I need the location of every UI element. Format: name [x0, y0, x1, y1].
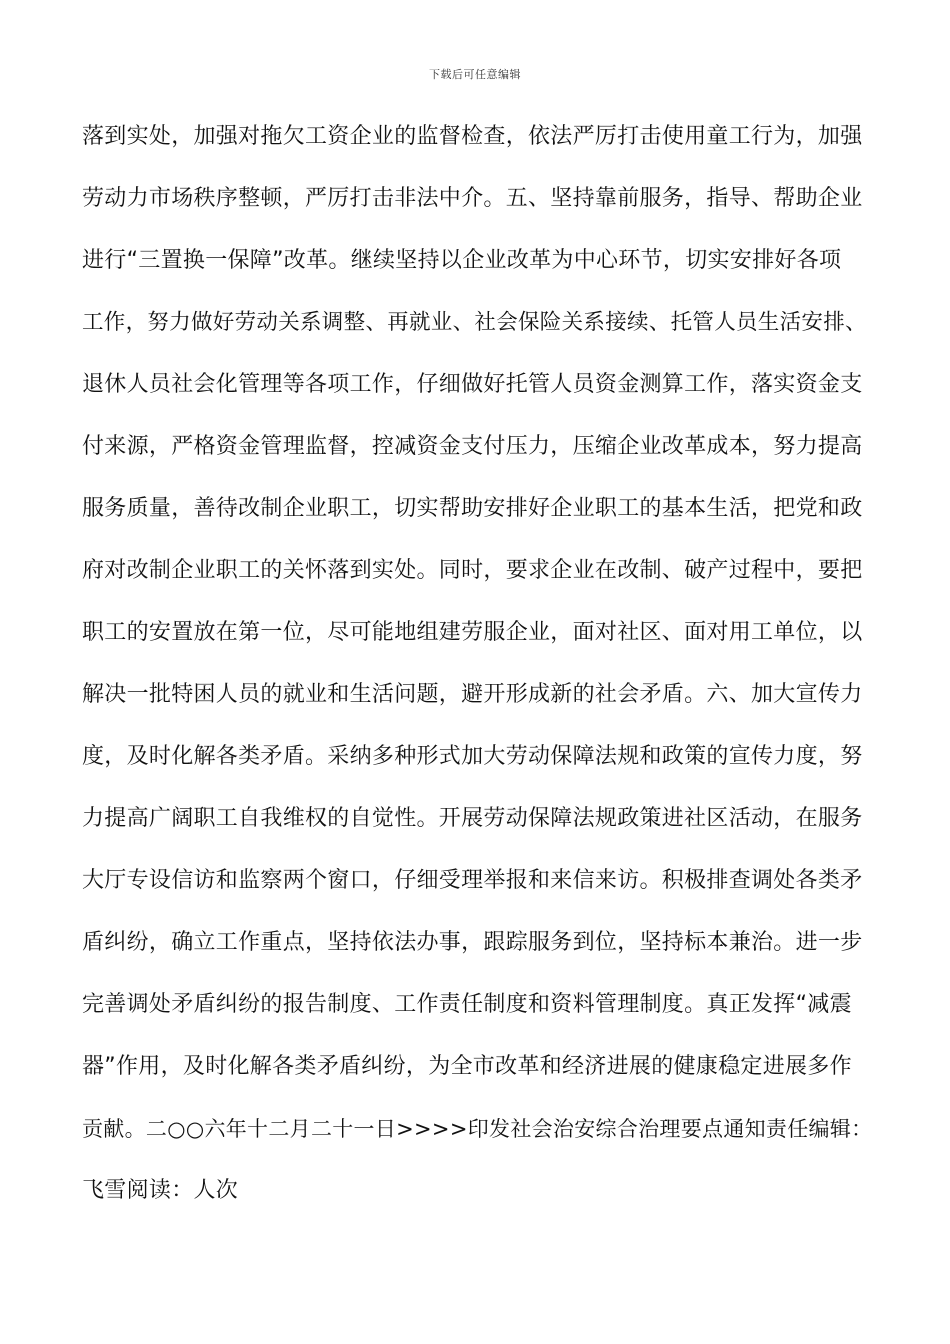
body-line: 飞雪阅读：人次	[82, 1178, 239, 1203]
body-line: 府对改制企业职工的关怀落到实处。同时，要求企业在改制、破产过程中，要把	[82, 558, 863, 583]
body-line: 度，及时化解各类矛盾。采纳多种形式加大劳动保障法规和政策的宣传力度，努	[82, 744, 863, 769]
body-line: 服务质量，善待改制企业职工，切实帮助安排好企业职工的基本生活，把党和政	[82, 496, 863, 521]
body-line: 解决一批特困人员的就业和生活问题，避开形成新的社会矛盾。六、加大宣传力	[82, 682, 863, 707]
body-line: 完善调处矛盾纠纷的报告制度、工作责任制度和资料管理制度。真正发挥“减震	[82, 992, 852, 1017]
body-line: 盾纠纷，确立工作重点，坚持依法办事，跟踪服务到位，坚持标本兼治。进一步	[82, 930, 863, 955]
body-line: 付来源，严格资金管理监督，控减资金支付压力，压缩企业改革成本，努力提高	[82, 434, 863, 459]
body-line: 职工的安置放在第一位，尽可能地组建劳服企业，面对社区、面对用工单位，以	[82, 620, 863, 645]
body-line: 落到实处，加强对拖欠工资企业的监督检查，依法严厉打击使用童工行为，加强	[82, 124, 863, 149]
body-line: 力提高广阔职工自我维权的自觉性。开展劳动保障法规政策进社区活动，在服务	[82, 806, 863, 831]
body-line: 进行“三置换一保障”改革。继续坚持以企业改革为中心环节，切实安排好各项	[82, 248, 842, 273]
body-line: 大厅专设信访和监察两个窗口，仔细受理举报和来信来访。积极排查调处各类矛	[82, 868, 863, 893]
body-line: 器”作用，及时化解各类矛盾纠纷，为全市改革和经济进展的健康稳定进展多作	[82, 1054, 852, 1079]
body-line: 工作，努力做好劳动关系调整、再就业、社会保险关系接续、托管人员生活安排、	[82, 310, 867, 335]
body-line: 劳动力市场秩序整顿，严厉打击非法中介。五、坚持靠前服务，指导、帮助企业	[82, 186, 863, 211]
body-line: 退休人员社会化管理等各项工作，仔细做好托管人员资金测算工作，落实资金支	[82, 372, 863, 397]
page-header-note: 下载后可任意编辑	[429, 68, 521, 81]
body-line: 贡献。二○○六年十二月二十一日>>>>印发社会治安综合治理要点通知责任编辑：	[82, 1117, 873, 1141]
